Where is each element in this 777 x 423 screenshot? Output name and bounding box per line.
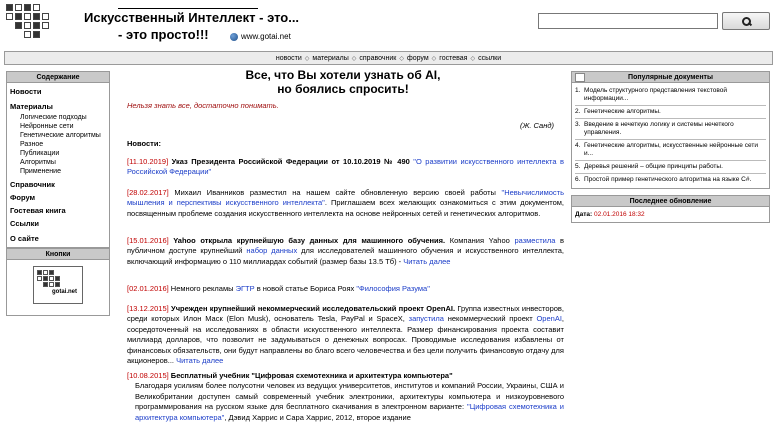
news-text: , Дэвид Харрис и Сара Харрис, 2012, второе издание (224, 412, 411, 422)
news-headline: Yahoo открыла крупнейшую базу данных для машинного обучения. (168, 236, 446, 245)
news-headline: Бесплатный учебник "Цифровая схемотехника и архитектура компьютера" (168, 371, 453, 380)
news-date: [02.01.2016] (127, 284, 169, 293)
read-more-link[interactable]: Читать далее (176, 356, 224, 366)
nav-reference[interactable]: справочник (359, 54, 397, 62)
buttons-head: Кнопки (7, 249, 109, 260)
news-link[interactable]: OpenAI (536, 314, 562, 324)
news-text: Благодаря усилиям более полусотни человек из ведущих университетов, институтов и компаний России, Украины, США и Великобритании доступен самый современный учебник электроники, архитектуры компьютера и низкоуровневого программирования на русском языке для бесплатного скачивания в электронном варианте: (135, 381, 564, 412)
sidebar-item-logic[interactable]: Логические подходы (20, 114, 87, 121)
nav-materials[interactable]: материалы (312, 54, 349, 62)
news-link[interactable]: ЭГТР (235, 284, 255, 293)
update-row (572, 207, 769, 222)
update-date: 02.01.2016 18:32 (594, 211, 645, 218)
news-link[interactable]: "Невычислимость мышления и перспективы искусственного интеллекта" (127, 188, 564, 208)
news-item (127, 371, 564, 423)
page-title-line1: Все, что Вы хотели узнать об AI, (245, 68, 441, 82)
search-button[interactable] (722, 12, 770, 30)
nav-separator-icon: ◇ (399, 55, 404, 62)
popular-head (572, 72, 769, 83)
news-text: некоммерческий проект (443, 314, 537, 324)
news-text: в публичном доступе крупнейший (127, 236, 564, 256)
site-url-text: www.gotai.net (241, 32, 291, 41)
sidebar-item-news[interactable]: Новости (10, 87, 42, 96)
news-text: , сосредоточенный на исследованиях в области искусственного интеллекта. Размер финансирования проекта составит миллиард долларов, что позволит не задумываться о денежных вопросах. Проводимые исследования избавлены от финансовых обязательств, они будут направлены во благо всего человечества и без цели получить финансовую отдачу для акционеров... (127, 314, 564, 366)
sidebar-item-misc[interactable]: Разное (20, 141, 44, 148)
contents-head: Содержание (7, 72, 109, 83)
nav-separator-icon: ◇ (470, 55, 476, 62)
news-text: в новой статье Бориса Роях (254, 284, 357, 293)
buttons-panel (6, 248, 110, 316)
contents-panel (6, 71, 110, 248)
news-item (127, 157, 564, 178)
sidebar-item-algorithms[interactable]: Алгоритмы (20, 159, 56, 166)
contents-menu (7, 83, 109, 247)
sidebar-item-genetic[interactable]: Генетические алгоритмы (20, 132, 101, 139)
search-icon (742, 17, 751, 26)
popular-docs-panel (571, 71, 770, 189)
page-title-line2: но боялись спросить! (277, 82, 409, 96)
sidebar-item-materials[interactable]: Материалы (10, 102, 53, 111)
epigraph: Нельзя знать все, достаточно понимать. (127, 101, 279, 110)
globe-icon (230, 33, 238, 41)
news-date: [28.02.2017] (127, 188, 169, 197)
news-link[interactable]: "О развитии искусственного интеллекта в Российской Федерации" (127, 157, 564, 177)
news-date: [11.10.2019] (127, 157, 169, 166)
nav-guestbook[interactable]: гостевая (439, 54, 468, 62)
news-link[interactable]: разместила (514, 236, 556, 245)
news-text: Михаил Иванников разместил на нашем сайте обновленную версию своей работы (168, 188, 502, 197)
nav-news[interactable]: новости (275, 54, 302, 62)
popular-item[interactable]: 5. Деревья решений – общие принципы работы. (575, 161, 766, 174)
popular-item[interactable]: 3. Введение в нечеткую логику и системы нечеткого управления. (575, 119, 766, 140)
site-url[interactable] (230, 32, 291, 41)
nav-separator-icon: ◇ (431, 55, 437, 62)
sidebar-item-reference[interactable]: Справочник (10, 180, 55, 189)
update-head: Последнее обновление (572, 196, 769, 207)
site-logo[interactable] (6, 4, 58, 42)
news-link[interactable]: "Философия Разума" (356, 284, 430, 293)
nav-forum[interactable]: форум (406, 54, 429, 62)
banner-text: gotai.net (52, 289, 77, 295)
news-link[interactable]: запустила (408, 314, 444, 324)
popular-head-text: Популярные документы (628, 74, 713, 81)
news-text: . Приглашаем всех желающих ознакомиться с этим документом, посвященным проблеме создания искусственного интеллекта на основе нейронных сетей и генетических алгоритмов. (127, 198, 565, 218)
news-date: [13.12.2015] (127, 304, 169, 313)
search-input[interactable] (538, 13, 718, 29)
last-update-panel (571, 195, 770, 223)
popular-item[interactable]: 1. Модель структурного представления текстовой информации... (575, 85, 766, 106)
news-text: Указ Президента Российской Федерации (168, 157, 328, 166)
site-title: Искусственный Интеллект - это... (84, 10, 300, 25)
sidebar-item-about[interactable]: О сайте (10, 234, 39, 243)
sidebar-item-publications[interactable]: Публикации (20, 150, 60, 157)
news-body (127, 381, 564, 423)
sidebar-item-application[interactable]: Применение (20, 168, 61, 175)
popular-list (572, 83, 769, 188)
news-item (127, 236, 564, 267)
news-text: Немного рекламы (168, 284, 236, 293)
sidebar-item-neural[interactable]: Нейронные сети (20, 123, 74, 130)
nav-separator-icon: ◇ (304, 55, 310, 62)
nav-separator-icon: ◇ (351, 55, 357, 62)
gotai-banner-button[interactable] (33, 266, 83, 304)
news-text: для исследователей машинного обучения и искусственного интеллекта, включающий информацию о 110 миллиардах событий (размер базы 13.5 Тб) - (127, 246, 564, 266)
sidebar-item-guestbook[interactable]: Гостевая книга (10, 206, 66, 215)
news-text: Компания Yahoo (445, 236, 515, 245)
update-label: Дата: (575, 211, 593, 218)
popular-item[interactable]: 2. Генетические алгоритмы. (575, 106, 766, 119)
header-divider (118, 8, 258, 9)
news-link[interactable]: набор данных (246, 246, 298, 256)
nav-links[interactable]: ссылки (478, 54, 502, 62)
news-text: Группа известных инвесторов, среди которых Илон Маск (Elon Musk), основатель Tesla, PayPal и SpaceX, (127, 304, 564, 324)
news-date: [10.08.2015] (127, 371, 169, 380)
news-item (127, 304, 564, 366)
news-text: от 10.10.2019 № 490 (327, 157, 414, 166)
page-title (120, 68, 566, 96)
epigraph-author: (Ж. Санд) (520, 121, 554, 130)
news-date: [15.01.2016] (127, 236, 169, 245)
sidebar-item-forum[interactable]: Форум (10, 193, 36, 202)
popular-item[interactable]: 6. Простой пример генетического алгоритма на языке C#. (575, 176, 752, 183)
news-heading: Новости: (127, 139, 161, 148)
grid-logo-icon (575, 73, 585, 82)
sidebar-item-links[interactable]: Ссылки (10, 219, 40, 228)
top-nav (4, 51, 773, 65)
popular-item[interactable]: 4. Генетические алгоритмы, искусственные нейронные сети и... (575, 140, 766, 161)
site-subtitle: - это просто!!! (118, 27, 209, 42)
news-item (127, 188, 564, 219)
read-more-link[interactable]: Читать далее (403, 256, 451, 266)
news-link[interactable]: "Цифровая схемотехника и архитектура компьютера" (135, 402, 564, 422)
news-headline: Учрежден крупнейший некоммерческий исследовательский проект OpenAI. (168, 304, 456, 313)
news-item (127, 284, 564, 294)
